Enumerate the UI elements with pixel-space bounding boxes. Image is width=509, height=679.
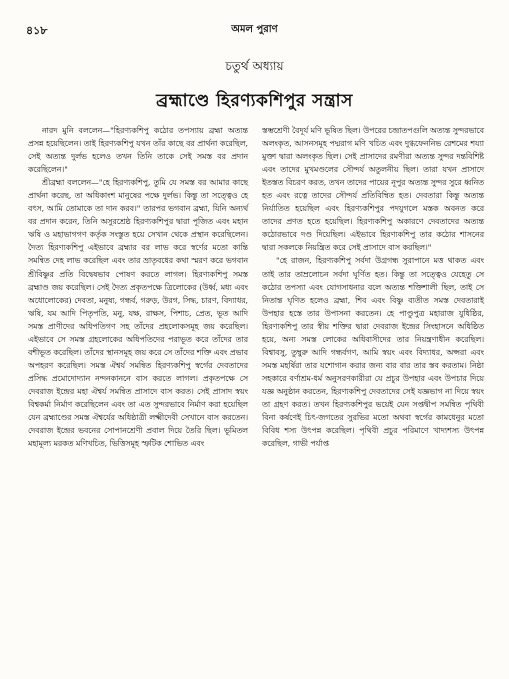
chapter-title: ব্রহ্মাণ্ডে হিরণ্যকশিপুর সন্ত্রাস [156, 91, 353, 111]
paragraph: শ্রীব্রহ্মা বললেন—"হে হিরণ্যকশিপু, তুমি যে সমস্ত বর আমার কাছে প্রার্থনা করেছ, তা অধিকাংশ মানুষের পক্ষে দুর্লভ। কিন্তু তা সত্ত্বেও হে বৎস, আমি তোমাকে তা দান করব।" তারপর ভগবান ব্রহ্মা, যিনি অন্যর্থ বর প্রদান করেন, তিনি অসুরশ্রেষ্ঠ হিরণ্যকশিপুর দ্বারা পূজিত এবং মহান ঋষি ও মহাভাগগণ কর্তৃক সংস্তুত হয়ে সেখান থেকে প্রস্থান করেছিলেন। দৈত্য হিরণ্যকশিপু এইভাবে ব্রহ্মার বর লাভ করে স্বর্ণের মতো কান্তি সমন্বিত দেহ লাভ করেছিল এবং তার ভ্রাতৃবধের কথা স্মরণ করে ভগবান শ্রীবিষ্ণুর প্রতি বিদ্বেষভাব পোষণ করতে লাগল। হিরণ্যকশিপু সমস্ত ব্রহ্মাণ্ড জয় করেছিল। সেই দৈত্য প্রকৃতপক্ষে ত্রিলোকের (উর্ধ্ব, মধ্য এবং অধোলোকের) দেবতা, মনুষ্য, গন্ধর্ব, গরুড়, উরগ, সিদ্ধ, চারণ, বিদ্যাধর, ঋষি, যম আদি পিতৃপতি, মনু, যক্ষ, রাক্ষস, পিশাচ, প্রেত, ভূত আদি সমস্ত প্রাণীদের অধিপতিগণ সহ তাঁদের প্রহলোকসমূহ জয় করেছিল। এইভাবে সে সমস্ত গ্রহলোকের অধিপতিদের পরাভূত করে তাঁদের তার বশীভূত করেছিল। তাঁদের স্থানসমূহ জয় করে সে তাঁদের শক্তি এবং প্রভাব অপহরণ করেছিল। সমস্ত ঐশ্বর্য সমন্বিত হিরণ্যকশিপু স্বর্গের দেবতাদের প্রসিদ্ধ প্রমোদোদ্যান নন্দনকাননে বাস করতে লাগল। প্রকৃতপক্ষে সে দেবরাজ ইন্দ্রের মহা ঐশ্বর্য সমন্বিত প্রাসাদে বাস করত। সেই প্রাসাদ স্বয়ং বিশ্বকর্মা নির্মাণ করেছিলেন এবং তা এত সুন্দরভাবে নির্মাণ করা হয়েছিল যেন ব্রহ্মাণ্ডের সমস্ত ঐশ্বর্যের অধিষ্ঠাত্রী লক্ষ্মীদেবী সেখানে বাস করতেন। দেবরাজ ইন্দ্রের ভবনের সোপানশ্রেণী প্রবাল দিয়ে তৈরি ছিল। ভূমিতল মহামূল্য মরকত মণিখচিত, ভিত্তিসমূহ স্ফটিক শোভিত এবং [28, 178, 249, 449]
paragraph: নারদ মুনি বললেন—"হিরণ্যকশিপু কঠোর তপস্যায় ব্রহ্মা অত্যন্ত প্রসন্ন হয়েছিলেন। তাই হিরণ্যকশিপু যখন তাঁর কাছে বর প্রার্থনা করেছিল, সেই অত্যন্ত দুর্লভ হলেও তখন তিনি তাকে সেই সমস্ত বর প্রদান করেছিলেন।" [28, 126, 248, 175]
paragraph: স্তম্ভশ্রেণী বৈদূর্য মণি ভূষিত ছিল। উপরের চন্দ্রাতপগুলি অত্যন্ত সুন্দরভাবে অলংকৃত, আসনসমূহ পদ্মরাগ মণি খচিত এবং দুগ্ধফেননিভ রেশমের শয্যা মুক্তা দ্বারা অলংকৃত ছিল। সেই প্রাসাদের রমণীরা অত্যন্ত সুন্দর দন্তবিশিষ্ট এবং তাদের মুখমণ্ডলের সৌন্দর্য অতুলনীয় ছিল। তারা যখন প্রাসাদে ইতস্তত বিচরণ করত, তখন তাদের পায়ের নূপুর অত্যন্ত সুন্দর সুরে ধ্বনিত হত এবং রত্নে তাদের সৌন্দর্য প্রতিবিম্বিত হত। দেবতারা কিন্তু অত্যন্ত নির্যাতিত হয়েছিল এবং হিরণ্যকশিপুর পদযুগলে মস্তক অবনত করে তাদের প্রণত হতে হয়েছিল। হিরণ্যকশিপু অকারণে দেবতাদের অত্যন্ত কঠোরভাবে দণ্ড দিয়েছিল। এইভাবে হিরণ্যকশিপু তার কঠোর শাসনের দ্বারা সকলকে নিয়ন্ত্রিত করে সেই প্রাসাদে বাস করছিল।" [262, 126, 484, 253]
right-column [262, 124, 484, 450]
paragraph: "হে রাজন, হিরণ্যকশিপু সর্বদা উগ্রগন্ধ সুরাপানে মত্ত থাকত এবং তাই তার তাম্রলোচন সর্বদা ঘূর্ণিত হত। কিন্তু তা সত্ত্বেও যেহেতু সে কঠোর তপস্যা এবং যোগসাধনার বলে অত্যন্ত শক্তিশালী ছিল, তাই সে নিতান্ত ঘৃণিত হলেও ব্রহ্মা, শিব এবং বিষ্ণু ব্যতীত সমস্ত দেবতারাই উপহার হস্তে তার উপাসনা করতেন। হে পাণ্ডুপুত্র মহারাজ যুধিষ্ঠির, হিরণ্যকশিপু তার স্বীয় শক্তির দ্বারা দেবরাজ ইন্দ্রের সিংহাসনে অধিষ্ঠিত হয়ে, অন্য সমস্ত লোকের অধিবাসীদের তার নিয়ন্ত্রণাধীন করেছিল। বিশ্বাবসু, তুম্বুরু আদি গন্ধর্বগণ, আমি স্বয়ং এবং বিদ্যাধর, অপ্সরা এবং সমস্ত মহর্ষিরা তার যশোগান করার জন্য বার বার তার স্তব করতাম। নিষ্ঠা সহকারে বর্ণাশ্রম-ধর্ম অনুসরণকারীরা যে প্রচুর উপহার এবং উপচার দিয়ে যজ্ঞ অনুষ্ঠান করতেন, হিরণ্যকশিপু দেবতাদের সেই যজ্ঞভাগ না দিয়ে স্বয়ং তা গ্রহণ করত। তখন হিরণ্যকশিপুর ভয়েই যেন সপ্তদ্বীপ সমন্বিত পৃথিবী বিনা কর্ষণেই চিৎ-জগতের সুরভির মতো অথবা স্বর্গের কামধেনুর মতো বিবিধ শস্য উৎপন্ন করেছিল। পৃথিবী প্রচুর পরিমাণে খাদ্যশস্য উৎপন্ন করেছিল, গাভী পর্যাপ্ত [262, 256, 484, 449]
left-column [28, 124, 248, 450]
page-number: ৪১৮ [26, 24, 48, 37]
running-title: অমল পুরাণ [231, 24, 278, 35]
chapter-label: চতুর্থ অধ্যায় [225, 59, 284, 73]
